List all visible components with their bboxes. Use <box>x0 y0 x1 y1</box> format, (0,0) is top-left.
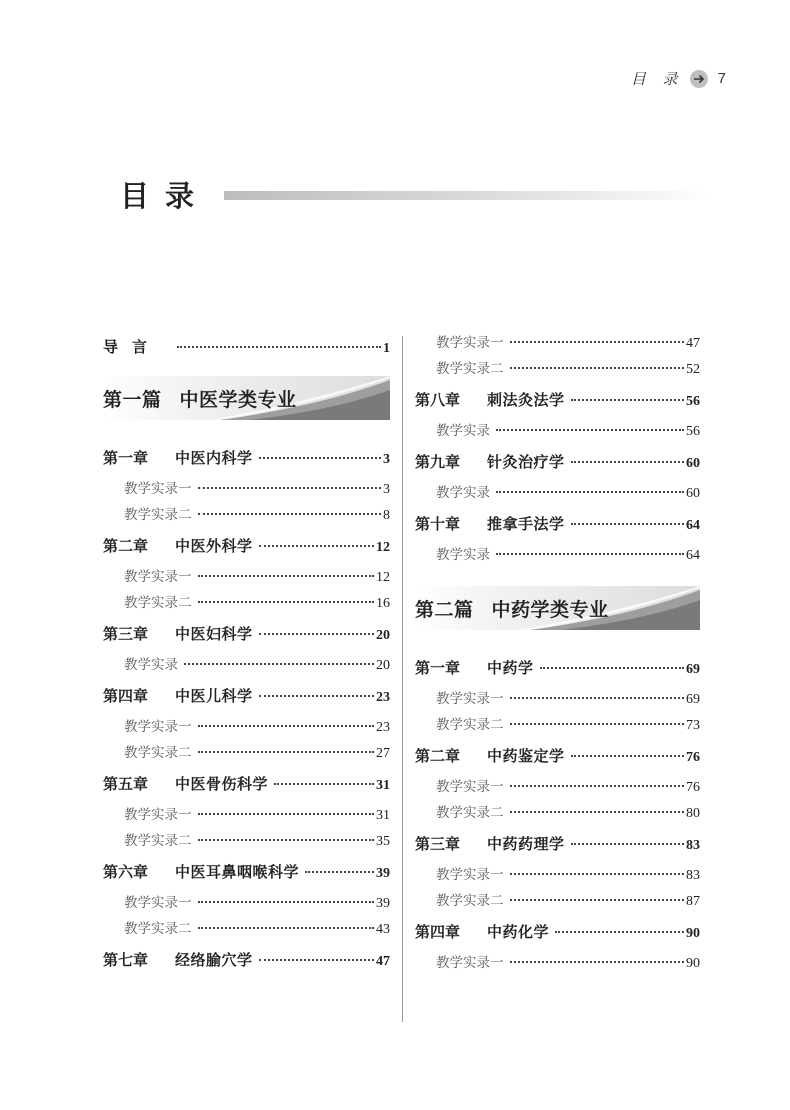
leader-dots <box>571 842 684 845</box>
leader-dots <box>198 724 375 727</box>
leader-dots <box>259 958 374 961</box>
right-chapter-list-part1 <box>415 382 700 568</box>
sub-label: 教学实录一 <box>124 569 192 585</box>
chapter-name: 中医儿科学 <box>175 687 253 705</box>
sub-label: 教学实录二 <box>436 717 504 733</box>
toc-sub-entry[interactable] <box>103 802 390 828</box>
page-ref: 35 <box>376 834 390 849</box>
leader-dots <box>510 784 685 787</box>
leader-dots <box>198 900 375 903</box>
sub-label: 教学实录一 <box>124 719 192 735</box>
toc-sub-entry[interactable] <box>415 330 700 356</box>
leader-dots <box>571 460 684 463</box>
toc-chapter-entry[interactable] <box>415 914 700 950</box>
chapter-number: 第五章 <box>103 775 149 793</box>
sub-label: 教学实录二 <box>124 507 192 523</box>
leader-dots <box>510 366 685 369</box>
right-chapter-list-part2 <box>415 650 700 976</box>
toc-sub-entry[interactable] <box>415 862 700 888</box>
page-ref: 3 <box>383 482 390 497</box>
leader-dots <box>184 662 374 665</box>
leader-dots <box>510 872 685 875</box>
leader-dots <box>571 398 684 401</box>
page-ref: 12 <box>376 570 390 585</box>
page-ref: 80 <box>686 806 700 821</box>
toc-chapter-entry[interactable] <box>103 942 390 978</box>
sub-label: 教学实录 <box>436 423 490 439</box>
toc-chapter-entry[interactable] <box>103 766 390 802</box>
page-ref: 60 <box>686 456 700 471</box>
chapter-name: 中医耳鼻咽喉科学 <box>175 863 300 881</box>
sub-label: 教学实录 <box>436 485 490 501</box>
part-banner-2 <box>413 586 700 630</box>
part-banner-1 <box>101 376 390 420</box>
leader-dots <box>496 552 684 555</box>
sub-label: 教学实录二 <box>436 805 504 821</box>
chapter-name: 中药化学 <box>487 923 550 941</box>
leader-dots <box>198 838 375 841</box>
toc-chapter-entry[interactable] <box>415 650 700 686</box>
page-ref: 69 <box>686 692 700 707</box>
leader-dots <box>555 930 684 933</box>
page-ref: 64 <box>686 548 700 563</box>
leader-dots <box>540 666 684 669</box>
chapter-number: 第一章 <box>103 449 149 467</box>
chapter-name: 中药鉴定学 <box>487 747 565 765</box>
leader-dots <box>510 810 685 813</box>
page-ref: 52 <box>686 362 700 377</box>
toc-sub-entry[interactable] <box>103 714 390 740</box>
page-ref: 20 <box>376 628 390 643</box>
leader-dots <box>259 632 374 635</box>
chapter-name: 中药学 <box>487 659 534 677</box>
page-ref: 90 <box>686 926 700 941</box>
sub-label: 教学实录二 <box>124 921 192 937</box>
chapter-name: 中医妇科学 <box>175 625 253 643</box>
toc-sub-entry[interactable] <box>415 712 700 738</box>
chapter-number: 第二章 <box>415 747 461 765</box>
page-number: 7 <box>717 70 726 87</box>
sub-label: 教学实录一 <box>124 895 192 911</box>
page-ref: 47 <box>686 336 700 351</box>
leader-dots <box>198 812 375 815</box>
sub-label: 教学实录一 <box>124 481 192 497</box>
toc-sub-entry[interactable] <box>415 356 700 382</box>
toc-sub-entry[interactable] <box>103 590 390 616</box>
toc-sub-entry[interactable] <box>415 686 700 712</box>
sub-label: 教学实录 <box>124 657 178 673</box>
sub-label: 教学实录 <box>436 547 490 563</box>
running-header-title: 目 录 <box>630 70 684 88</box>
sub-label: 教学实录一 <box>124 807 192 823</box>
toc-chapter-entry[interactable] <box>415 444 700 480</box>
sub-label: 教学实录二 <box>436 893 504 909</box>
chapter-name: 中医内科学 <box>175 449 253 467</box>
toc-chapter-entry[interactable] <box>103 528 390 564</box>
toc-sub-entry[interactable] <box>103 476 390 502</box>
leader-dots <box>510 696 685 699</box>
chapter-name: 中医外科学 <box>175 537 253 555</box>
page-ref: 39 <box>376 896 390 911</box>
leader-dots <box>571 754 684 757</box>
page-ref: 39 <box>376 866 390 881</box>
page-ref: 83 <box>686 868 700 883</box>
chapter-name: 针灸治疗学 <box>487 453 565 471</box>
leader-dots <box>259 544 374 547</box>
toc-chapter-entry[interactable] <box>103 616 390 652</box>
page-ref: 90 <box>686 956 700 971</box>
column-divider <box>402 336 403 1022</box>
page-ref: 20 <box>376 658 390 673</box>
toc-sub-entry[interactable] <box>415 950 700 976</box>
part-number: 第二篇 <box>415 599 474 621</box>
toc-sub-entry[interactable] <box>415 418 700 444</box>
sub-label: 教学实录一 <box>436 691 504 707</box>
leader-dots <box>274 782 374 785</box>
page-ref: 56 <box>686 424 700 439</box>
intro-page: 1 <box>383 341 390 356</box>
chapter-number: 第九章 <box>415 453 461 471</box>
leader-dots <box>198 750 375 753</box>
sub-label: 教学实录二 <box>436 361 504 377</box>
toc-sub-entry[interactable] <box>415 774 700 800</box>
toc-sub-entry[interactable] <box>103 502 390 528</box>
page-ref: 83 <box>686 838 700 853</box>
page-ref: 87 <box>686 894 700 909</box>
part-number: 第一篇 <box>103 389 162 411</box>
toc-sub-entry[interactable] <box>103 828 390 854</box>
leader-dots <box>198 574 375 577</box>
sub-label: 教学实录二 <box>124 833 192 849</box>
toc-sub-entry[interactable] <box>103 564 390 590</box>
sub-label: 教学实录一 <box>436 867 504 883</box>
toc-sub-entry[interactable] <box>103 652 390 678</box>
chapter-number: 第四章 <box>415 923 461 941</box>
leader-dots <box>510 340 685 343</box>
page-ref: 47 <box>376 954 390 969</box>
chapter-number: 第八章 <box>415 391 461 409</box>
chapter-number: 第十章 <box>415 515 461 533</box>
page-ref: 3 <box>383 452 390 467</box>
page-ref: 23 <box>376 720 390 735</box>
toc-left-column <box>103 330 390 978</box>
chapter-number: 第一章 <box>415 659 461 677</box>
page-ref: 64 <box>686 518 700 533</box>
intro-label: 导言 <box>103 338 162 356</box>
toc-intro-entry[interactable] <box>103 330 390 364</box>
toc-chapter-entry[interactable] <box>415 382 700 418</box>
toc-sub-entry[interactable] <box>415 888 700 914</box>
chapter-name: 经络腧穴学 <box>175 951 253 969</box>
leader-dots <box>510 960 685 963</box>
toc-right-column <box>415 330 700 976</box>
chapter-number: 第三章 <box>415 835 461 853</box>
leader-dots <box>259 694 374 697</box>
chapter-name: 推拿手法学 <box>487 515 565 533</box>
leader-dots <box>198 926 375 929</box>
part-title <box>415 595 609 622</box>
part-name: 中药学类专业 <box>491 599 609 621</box>
leader-dots <box>571 522 684 525</box>
sub-label: 教学实录一 <box>436 955 504 971</box>
page-ref: 27 <box>376 746 390 761</box>
chapter-name: 中药药理学 <box>487 835 565 853</box>
page-title: 目录 <box>120 179 211 213</box>
page-ref: 43 <box>376 922 390 937</box>
toc-chapter-entry[interactable] <box>415 506 700 542</box>
part-title <box>103 385 297 412</box>
chapter-number: 第七章 <box>103 951 149 969</box>
chapter-number: 第二章 <box>103 537 149 555</box>
leader-dots <box>198 600 375 603</box>
chapter-number: 第六章 <box>103 863 149 881</box>
arrow-right-icon <box>690 70 708 88</box>
toc-sub-entry[interactable] <box>415 800 700 826</box>
chapter-name: 刺法灸法学 <box>487 391 565 409</box>
page-ref: 12 <box>376 540 390 555</box>
leader-dots <box>177 345 381 348</box>
page-ref: 31 <box>376 808 390 823</box>
sub-label: 教学实录二 <box>124 745 192 761</box>
leader-dots <box>496 490 684 493</box>
page-ref: 76 <box>686 750 700 765</box>
page-ref: 23 <box>376 690 390 705</box>
running-header <box>631 68 726 89</box>
toc-chapter-entry[interactable] <box>415 826 700 862</box>
leader-dots <box>259 456 381 459</box>
toc-chapter-entry[interactable] <box>415 738 700 774</box>
toc-chapter-entry[interactable] <box>103 854 390 890</box>
page-ref: 76 <box>686 780 700 795</box>
toc-sub-entry[interactable] <box>103 740 390 766</box>
toc-sub-entry[interactable] <box>103 890 390 916</box>
sub-label: 教学实录一 <box>436 335 504 351</box>
page-ref: 31 <box>376 778 390 793</box>
leader-dots <box>305 870 374 873</box>
leader-dots <box>496 428 684 431</box>
leader-dots <box>198 486 382 489</box>
page-ref: 69 <box>686 662 700 677</box>
toc-sub-entry[interactable] <box>415 480 700 506</box>
page-ref: 8 <box>383 508 390 523</box>
continued-sub-list <box>415 330 700 382</box>
toc-chapter-entry[interactable] <box>103 678 390 714</box>
leader-dots <box>510 722 685 725</box>
toc-sub-entry[interactable] <box>415 542 700 568</box>
page-ref: 73 <box>686 718 700 733</box>
left-chapter-list <box>103 440 390 978</box>
part-name: 中医学类专业 <box>179 389 297 411</box>
chapter-name: 中医骨伤科学 <box>175 775 269 793</box>
leader-dots <box>198 512 382 515</box>
sub-label: 教学实录一 <box>436 779 504 795</box>
page-ref: 16 <box>376 596 390 611</box>
toc-chapter-entry[interactable] <box>103 440 390 476</box>
leader-dots <box>510 898 685 901</box>
title-rule <box>224 191 712 200</box>
chapter-number: 第四章 <box>103 687 149 705</box>
sub-label: 教学实录二 <box>124 595 192 611</box>
chapter-number: 第三章 <box>103 625 149 643</box>
page-ref: 60 <box>686 486 700 501</box>
page-ref: 56 <box>686 394 700 409</box>
toc-sub-entry[interactable] <box>103 916 390 942</box>
